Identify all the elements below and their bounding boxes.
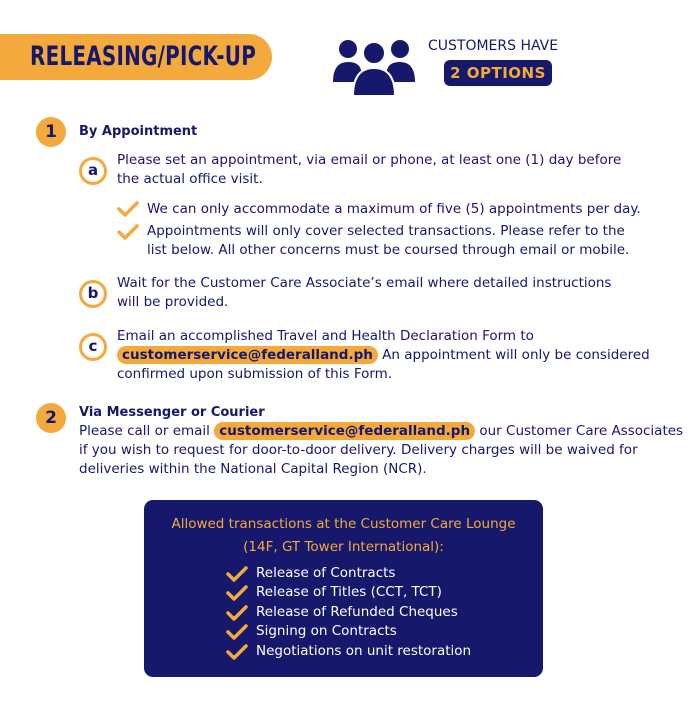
step-a-text (117, 151, 657, 189)
list-item-label: Negotiations on unit restoration (256, 642, 472, 659)
option-2-line-1 (79, 422, 684, 441)
option-2-line-3: deliveries within the National Capital Region (NCR). (79, 461, 427, 477)
check-item-1-line: We can only accommodate a maximum of five (5) appointments per day. (147, 201, 641, 217)
list-item (226, 564, 471, 583)
list-item (226, 603, 471, 622)
step-c-line-3: confirmed upon submission of this Form. (117, 366, 393, 382)
options-badge: 2 OPTIONS (444, 60, 552, 86)
step-c-letter: c (79, 333, 107, 361)
allowed-list (226, 564, 471, 661)
check-icon (226, 605, 248, 621)
step-a-line-1: Please set an appointment, via email or phone, at least one (1) day before (117, 152, 622, 168)
allowed-transactions-box (144, 500, 543, 677)
check-icon (117, 201, 139, 217)
page-title: RELEASING/PICK-UP (30, 41, 257, 72)
allowed-title-line-1: Allowed transactions at the Customer Care Lounge (171, 516, 516, 532)
allowed-title (144, 514, 543, 557)
check-icon (226, 566, 248, 582)
option-2-heading: Via Messenger or Courier (79, 405, 265, 420)
email-link[interactable]: customerservice@federalland.ph (117, 346, 378, 364)
step-c-text (117, 327, 677, 384)
option-2-line-1-post: our Customer Care Associates (475, 423, 684, 439)
check-item-2-line-2: list below. All other concerns must be coursed through email or mobile. (147, 242, 630, 258)
step-c-line-2-rest: An appointment will only be considered (377, 347, 650, 363)
email-link[interactable]: customerservice@federalland.ph (214, 422, 475, 440)
step-b-line-2: will be provided. (117, 294, 229, 310)
step-b-line-1: Wait for the Customer Care Associate’s email where detailed instructions (117, 275, 612, 291)
list-item (226, 622, 471, 641)
allowed-title-line-2: (14F, GT Tower International): (243, 539, 444, 555)
title-banner (0, 34, 272, 80)
check-item-2 (147, 222, 667, 260)
step-b-text (117, 274, 657, 312)
option-2-line-2: if you wish to request for door-to-door delivery. Delivery charges will be waived for (79, 442, 638, 458)
check-icon (226, 624, 248, 640)
check-item-1 (147, 200, 667, 219)
step-b-letter: b (79, 280, 107, 308)
check-icon (226, 644, 248, 660)
customers-have-label: CUSTOMERS HAVE (428, 38, 559, 54)
people-group-icon (333, 36, 415, 96)
step-c-line-1: Email an accomplished Travel and Health Declaration Form to (117, 328, 534, 344)
step-a-letter: a (79, 157, 107, 185)
list-item-label: Release of Contracts (256, 565, 396, 581)
option-2-text (79, 422, 684, 479)
check-item-2-line-1: Appointments will only cover selected transactions. Please refer to the (147, 223, 625, 239)
list-item (226, 642, 471, 661)
option-1-heading: By Appointment (79, 124, 198, 139)
list-item (226, 583, 471, 602)
list-item-label: Release of Titles (CCT, TCT) (256, 584, 442, 601)
check-icon (117, 224, 139, 240)
step-c-line-2 (117, 346, 677, 365)
list-item-label: Release of Refunded Cheques (256, 603, 458, 620)
list-item-label: Signing on Contracts (256, 623, 397, 640)
option-2-number: 2 (36, 403, 66, 433)
option-1-number: 1 (36, 117, 66, 147)
step-a-line-2: the actual office visit. (117, 171, 263, 187)
check-icon (226, 585, 248, 601)
option-2-line-1-pre: Please call or email (79, 423, 215, 439)
